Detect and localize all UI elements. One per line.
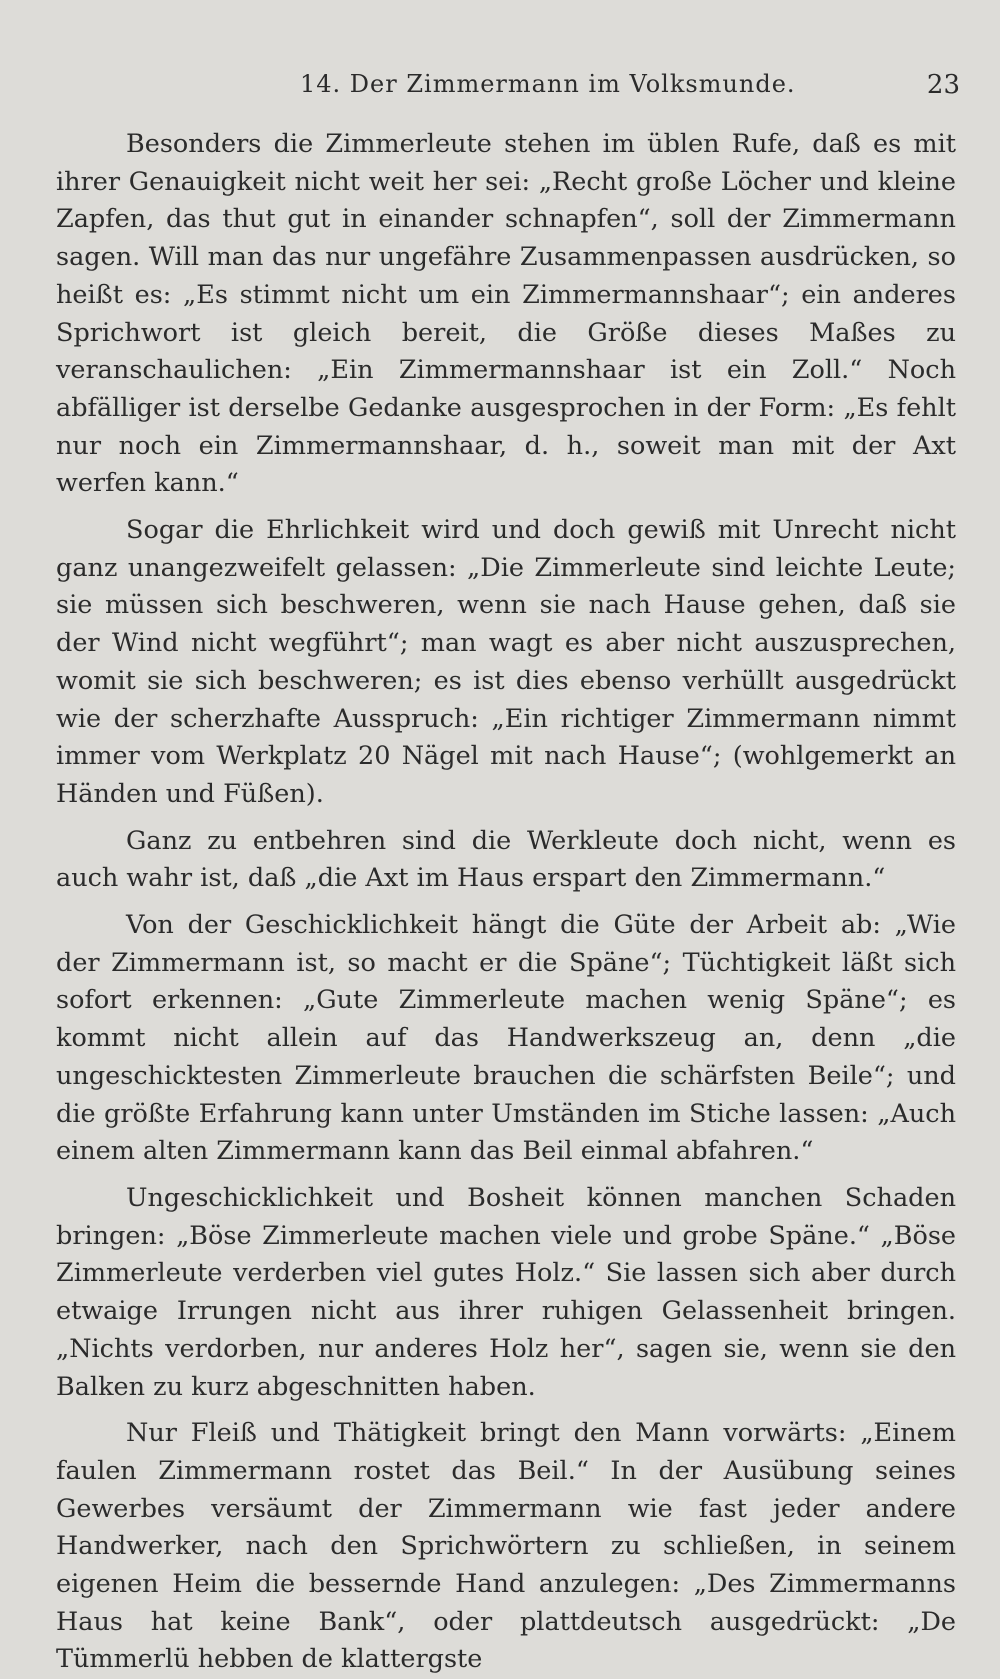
page-number: 23 bbox=[926, 70, 960, 100]
running-header bbox=[0, 70, 1000, 110]
paragraph: Ungeschicklichkeit und Bosheit können manchen Schaden bringen: „Böse Zimmerleute machen viele und grobe Späne.“ „Böse Zimmerleute verderben viel gutes Holz.“ Sie lassen sich aber durch etwaige Irrungen nicht aus ihrer ruhigen Gelassenheit bringen. „Nichts verdorben, nur anderes Holz her“, sagen sie, wenn sie den Balken zu kurz abgeschnitten haben. bbox=[56, 1182, 956, 1402]
chapter-title: 14. Der Zimmermann im Volksmunde. bbox=[300, 70, 796, 98]
paragraph: Ganz zu entbehren sind die Werkleute doch nicht, wenn es auch wahr ist, daß „die Axt im Haus erspart den Zimmermann.“ bbox=[56, 825, 956, 894]
paragraph: Nur Fleiß und Thätigkeit bringt den Mann vorwärts: „Einem faulen Zimmermann rostet das Beil.“ In der Ausübung seines Gewerbes versäumt der Zimmermann wie fast jeder andere Handwerker, nach den Sprichwörtern zu schließen, in seinem eigenen Heim die bessernde Hand anzulegen: „Des Zimmermanns Haus hat keine Bank“, oder plattdeutsch ausgedrückt: „De Tümmerlü hebben de klattergste bbox=[56, 1418, 956, 1675]
body-text bbox=[56, 126, 956, 1679]
paragraph: Sogar die Ehrlichkeit wird und doch gewiß mit Unrecht nicht ganz unangezweifelt gelassen: „Die Zimmerleute sind leichte Leute; sie müssen sich beschweren, wenn sie nach Hause gehen, daß sie der Wind nicht wegführt“; man wagt es aber nicht auszusprechen, womit sie sich beschweren; es ist dies ebenso verhüllt ausgedrückt wie der scherzhafte Ausspruch: „Ein richtiger Zimmermann nimmt immer vom Werkplatz 20 Nägel mit nach Hause“; (wohlgemerkt an Händen und Füßen). bbox=[56, 515, 956, 809]
paragraph: Von der Geschicklichkeit hängt die Güte der Arbeit ab: „Wie der Zimmermann ist, so macht er die Späne“; Tüchtigkeit läßt sich sofort erkennen: „Gute Zimmerleute machen wenig Späne“; es kommt nicht allein auf das Handwerkszeug an, denn „die ungeschicktesten Zimmerleute brauchen die schärfsten Beile“; und die größte Erfahrung kann unter Umständen im Stiche lassen: „Auch einem alten Zimmermann kann das Beil einmal abfahren.“ bbox=[56, 910, 956, 1167]
paragraph: Besonders die Zimmerleute stehen im üblen Rufe, daß es mit ihrer Genauigkeit nicht weit her sei: „Recht große Löcher und kleine Zapfen, das thut gut in einander schnapfen“, soll der Zimmermann sagen. Will man das nur ungefähre Zusammenpassen ausdrücken, so heißt es: „Es stimmt nicht um ein Zimmermannshaar“; ein anderes Sprichwort ist gleich bereit, die Größe dieses Maßes zu veranschaulichen: „Ein Zimmermannshaar ist ein Zoll.“ Noch abfälliger ist derselbe Gedanke ausgesprochen in der Form: „Es fehlt nur noch ein Zimmermannshaar, d. h., soweit man mit der Axt werfen kann.“ bbox=[56, 129, 956, 499]
